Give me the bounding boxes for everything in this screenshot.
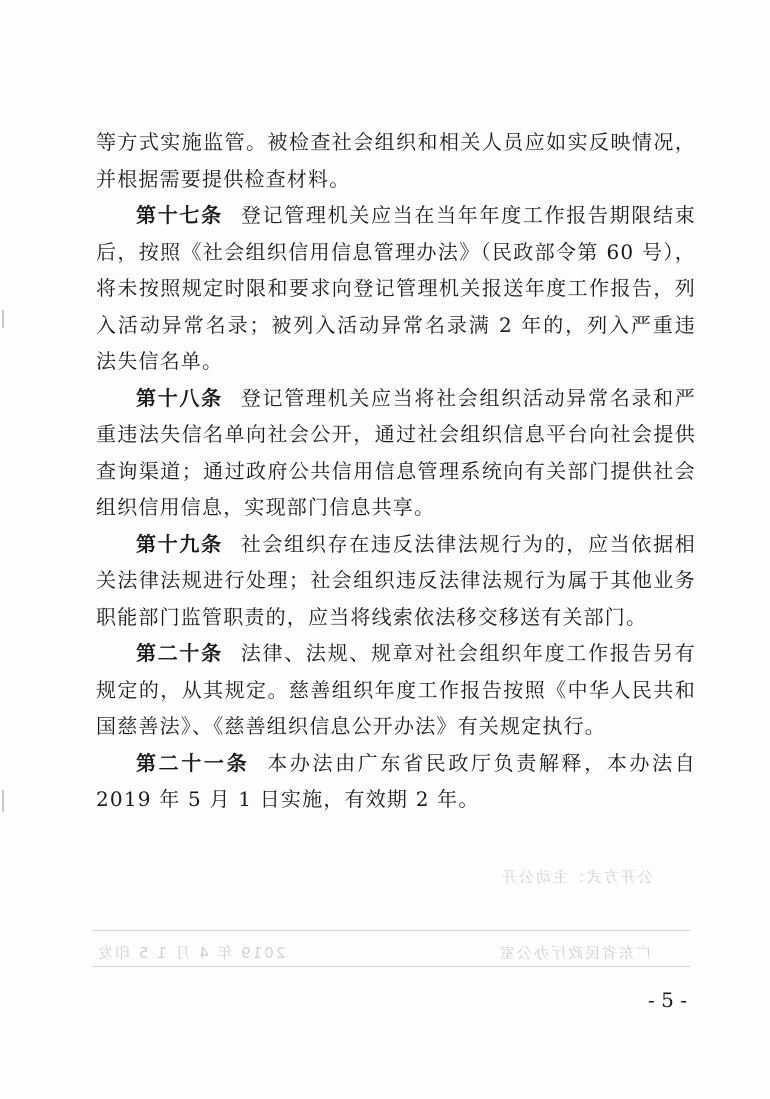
bleed-through-rule <box>92 930 690 931</box>
article-number: 第十八条 <box>136 385 223 410</box>
article-17 <box>96 197 696 380</box>
article-text: 登记管理机关应当在当年年度工作报告期限结束后，按照《社会组织信用信息管理办法》（民政部令第 60 号），将未按照规定时限和要求向登记管理机关报送年度工作报告，列入活动异常名录；被列入活动异常名录满 2 年的，列入严重违法失信名单。 <box>96 203 696 373</box>
article-21 <box>96 745 696 818</box>
article-text: 社会组织存在违反法律法规行为的，应当依据相关法律法规进行处理；社会组织违反法律法规行为属于其他业务职能部门监管职责的，应当将线索依法移交移送有关部门。 <box>96 531 696 629</box>
article-number: 第二十条 <box>136 641 223 665</box>
article-text: 本办法由广东省民政厅负责解释，本办法自 2019 年 5 月 1 日实施，有效期 2 年。 <box>96 750 696 811</box>
article-number: 第十九条 <box>136 531 223 556</box>
article-19 <box>96 526 696 636</box>
intro-paragraph: 等方式实施监管。被检查社会组织和相关人员应如实反映情况，并根据需要提供检查材料。 <box>96 130 696 191</box>
article-number: 第二十一条 <box>136 750 250 775</box>
scan-edge-mark <box>2 310 4 328</box>
document-body <box>96 124 696 818</box>
bleed-through-date: 2019 年 4 月 1 5 印发 <box>96 944 286 962</box>
article-text: 法律、法规、规章对社会组织年度工作报告另有规定的，从其规定。慈善组织年度工作报告按照《中华人民共和国慈善法》、《慈善组织信息公开办法》有关规定执行。 <box>96 641 696 738</box>
bleed-through-disclosure: 公开方式：主动公开 <box>500 868 654 886</box>
article-number: 第十七条 <box>136 203 223 227</box>
article-18 <box>96 380 696 526</box>
bleed-through-rule <box>92 966 690 967</box>
article-text: 登记管理机关应当将社会组织活动异常名录和严重违法失信名单向社会公开，通过社会组织信息平台向社会提供查询渠道；通过政府公共信用信息管理系统向有关部门提供社会组织信用信息，实现部门信息共享。 <box>96 385 696 519</box>
bleed-through-issuer: 广东省民政厅办公室 <box>498 944 652 962</box>
article-20 <box>96 635 696 745</box>
scan-edge-mark <box>2 790 4 812</box>
page-number: - 5 - <box>648 988 687 1012</box>
